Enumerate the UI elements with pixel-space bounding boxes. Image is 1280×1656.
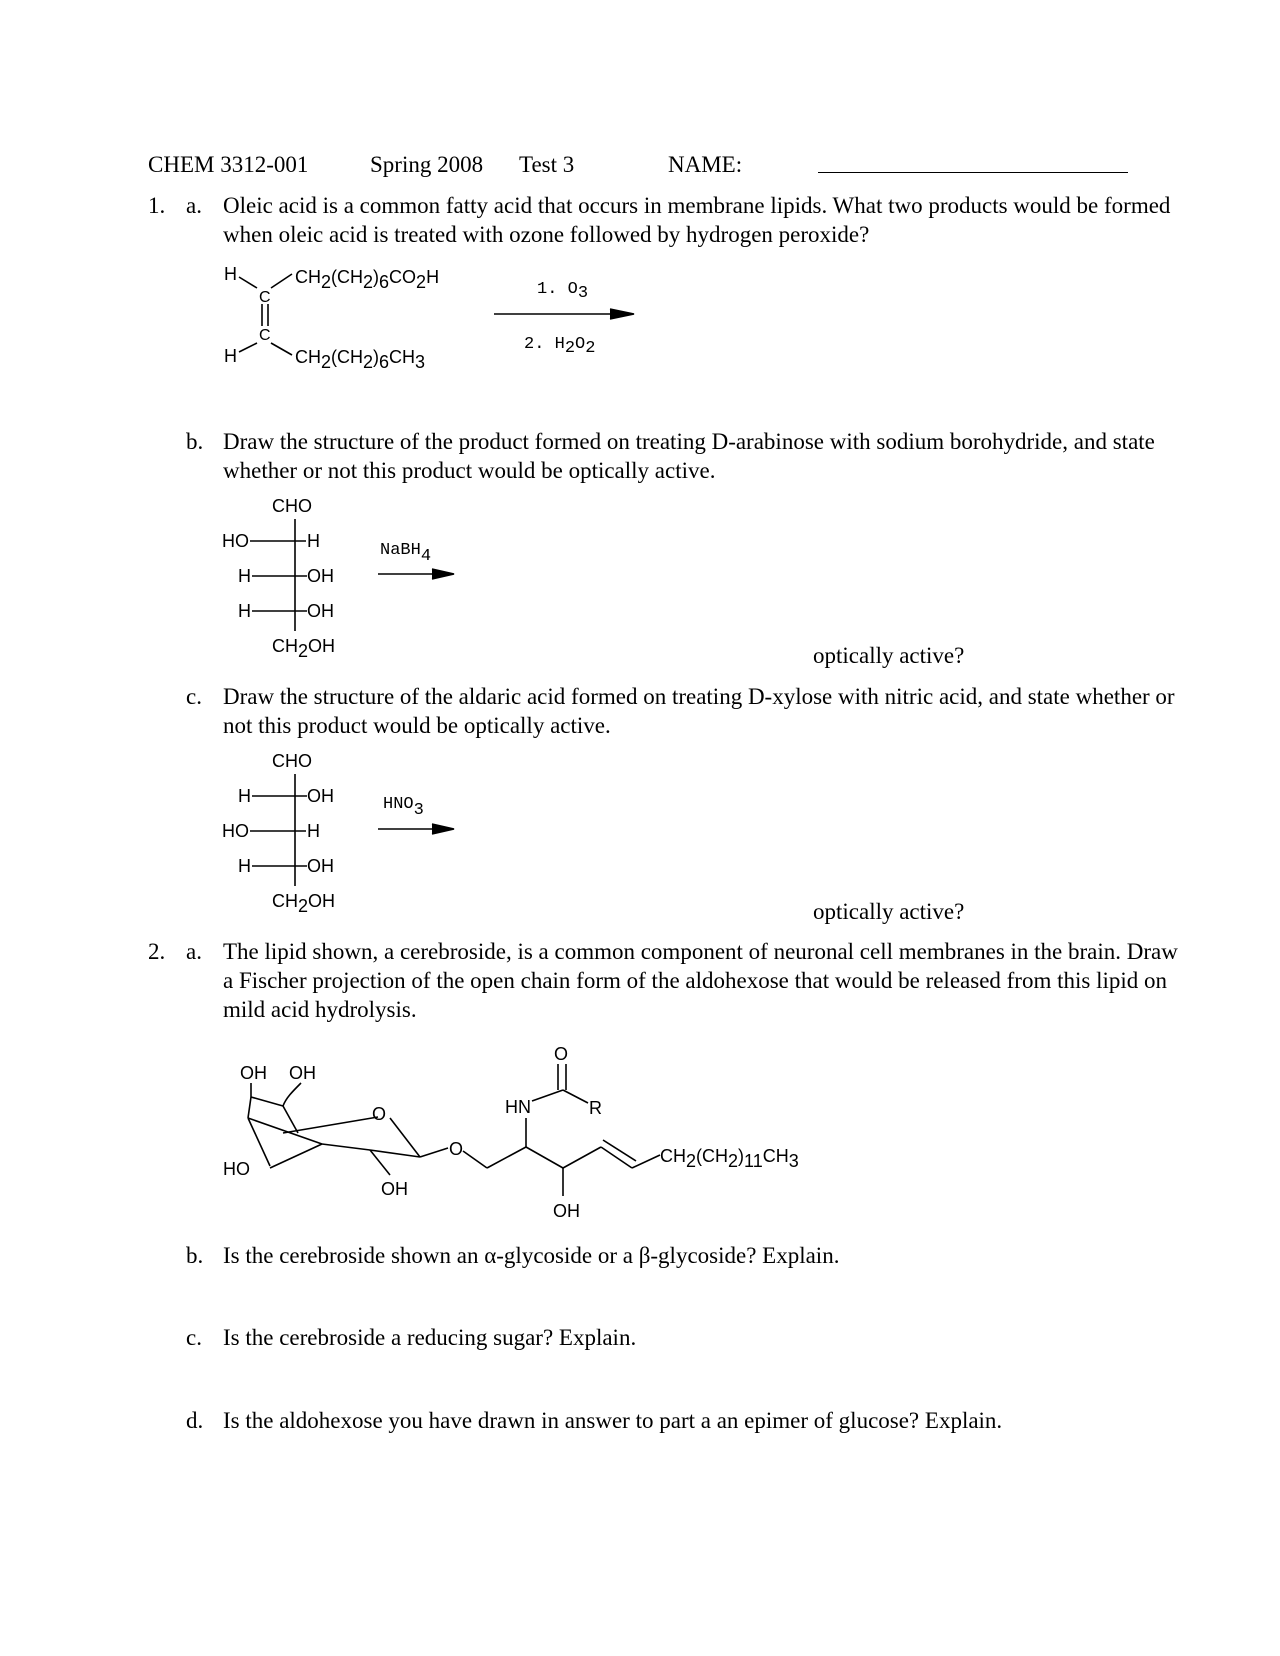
question-2d-letter: d. [186, 1408, 204, 1433]
alkyl-chain: CH2(CH2)11CH3 [660, 1146, 799, 1171]
question-2-number: 2. [148, 939, 166, 964]
chain-oh: OH [553, 1201, 580, 1221]
bond [487, 1147, 526, 1168]
question-2c-text: Is the cerebroside a reducing sugar? Explain. [223, 1325, 637, 1350]
bond [463, 1151, 487, 1168]
top-substituent: CH2(CH2)6CO2H [295, 267, 440, 292]
fischer-bottom: CH2OH [272, 891, 336, 916]
atom-h: H [224, 264, 237, 284]
amide-hn: HN [505, 1097, 531, 1117]
fischer-left: H [238, 566, 251, 586]
test-number: Test 3 [519, 152, 575, 177]
double-bond [601, 1147, 632, 1168]
optically-active-prompt-1b: optically active? [813, 643, 965, 668]
bond [370, 1150, 390, 1175]
question-2d-text: Is the aldohexose you have drawn in answer to part a an epimer of glucose? Explain. [223, 1408, 1003, 1433]
fischer-right: OH [307, 786, 334, 806]
ch2oh-bond [283, 1083, 301, 1106]
r-group: R [589, 1098, 602, 1118]
fischer-left: H [238, 786, 251, 806]
fischer-right: H [307, 821, 320, 841]
question-2a-letter: a. [186, 939, 202, 964]
question-1b-letter: b. [186, 429, 204, 454]
term: Spring 2008 [370, 152, 484, 177]
question-1c-letter: c. [186, 684, 202, 709]
question-2b-text: Is the cerebroside shown an α-glycoside or a β-glycoside? Explain. [223, 1243, 840, 1268]
question-1a-letter: a. [186, 193, 202, 218]
optically-active-prompt-1c: optically active? [813, 899, 965, 924]
fischer-top: CHO [272, 751, 312, 771]
bond [563, 1147, 601, 1168]
course-code: CHEM 3312-001 [148, 152, 309, 177]
question-1-number: 1. [148, 193, 166, 218]
ring-oh: OH [240, 1063, 267, 1083]
bond [563, 1090, 588, 1103]
bond [632, 1155, 660, 1168]
question-2b-letter: b. [186, 1243, 204, 1268]
question-1a-text: Oleic acid is a common fatty acid that occurs in membrane lipids. What two products would be formed when oleic acid is treated with ozone followed by hydrogen peroxide? [223, 193, 1171, 247]
reagent-ozone: 1. O3 [537, 280, 589, 303]
fischer-right: OH [307, 566, 334, 586]
reagent-hno3: HNO3 [383, 795, 424, 820]
fischer-left: HO [222, 821, 249, 841]
ring-bond [248, 1097, 251, 1118]
fischer-right: H [307, 531, 320, 551]
reagent-peroxide: 2. H2O2 [524, 335, 596, 358]
fischer-right: OH [307, 856, 334, 876]
question-2c-letter: c. [186, 1325, 202, 1350]
glycosidic-oxygen: O [449, 1139, 464, 1159]
name-label: NAME: [668, 152, 743, 177]
ring-oh: OH [381, 1179, 408, 1199]
atom-c: C [259, 327, 271, 344]
atom-h: H [224, 346, 237, 366]
question-1c-text: Draw the structure of the aldaric acid formed on treating D-xylose with nitric acid, and state whether or not this product would be optically active. [223, 684, 1175, 738]
fischer-right: OH [307, 601, 334, 621]
reagent-nabh4: NaBH4 [380, 541, 432, 566]
fischer-left: H [238, 856, 251, 876]
ring-ho: HO [223, 1159, 250, 1179]
bottom-substituent: CH2(CH2)6CH3 [295, 347, 426, 372]
ring-bond [248, 1118, 322, 1144]
ring-bond [283, 1106, 298, 1133]
ring-bond [322, 1144, 370, 1150]
fischer-bottom: CH2OH [272, 636, 336, 661]
ring-bond [390, 1118, 420, 1157]
bond [420, 1148, 448, 1157]
ring-oh: OH [289, 1063, 316, 1083]
ring-oxygen: O [372, 1104, 387, 1124]
fischer-left: HO [222, 531, 249, 551]
ring-bond [251, 1097, 283, 1106]
question-1b-text: Draw the structure of the product formed on treating D-arabinose with sodium borohydride, and state whether or not this product would be optically active. [223, 429, 1155, 483]
atom-c: C [259, 289, 271, 306]
bond [526, 1147, 563, 1168]
ring-bond [283, 1117, 378, 1133]
double-bond [603, 1140, 636, 1161]
ring-bond [370, 1150, 420, 1157]
fischer-top: CHO [272, 496, 312, 516]
bond [270, 1144, 322, 1168]
carbonyl-oxygen: O [554, 1044, 569, 1064]
fischer-left: H [238, 601, 251, 621]
bond [532, 1090, 563, 1101]
question-2a-text: The lipid shown, a cerebroside, is a common component of neuronal cell membranes in the brain. Draw a Fischer projection of the open chain form of the aldohexose that would be released from this lipid on mild acid hydrolysis. [223, 939, 1178, 1022]
